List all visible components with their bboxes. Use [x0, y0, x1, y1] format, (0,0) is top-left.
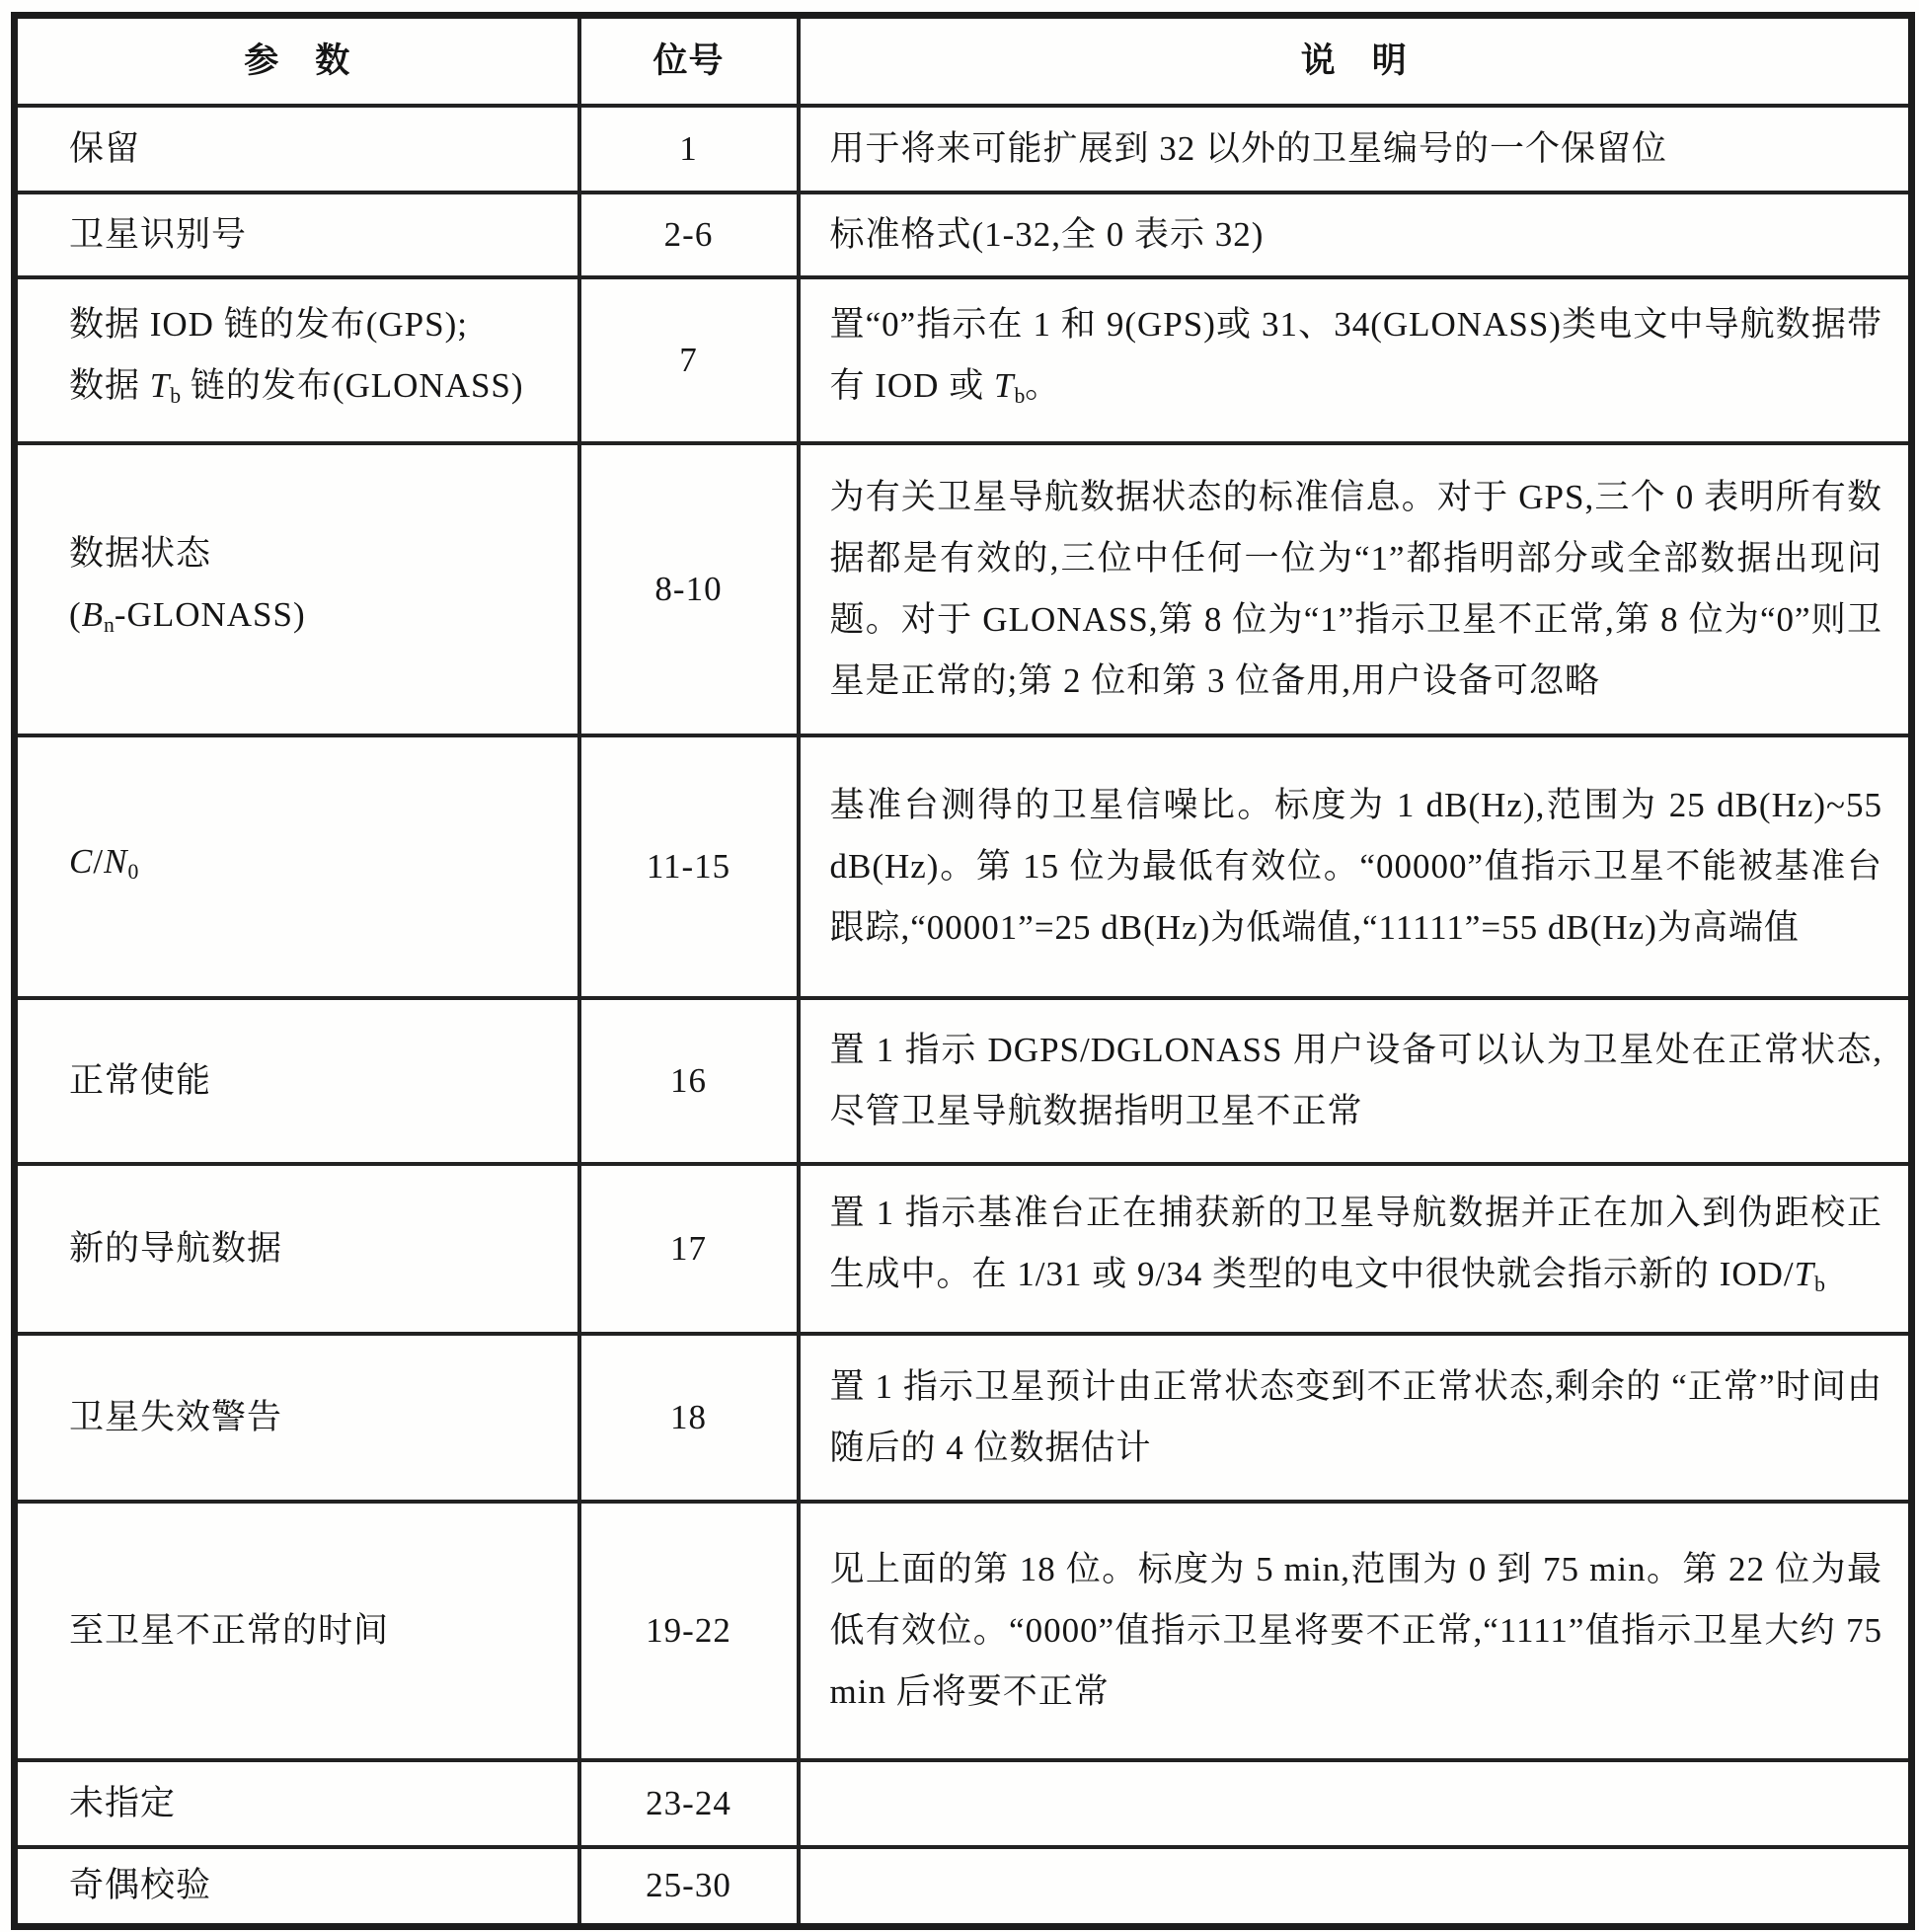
- table-row: [15, 1760, 1912, 1847]
- header-row: [15, 16, 1912, 107]
- cell-bit: 11-15: [579, 735, 799, 998]
- table-row: [15, 1847, 1912, 1926]
- cell-param: 奇偶校验: [15, 1847, 579, 1926]
- header-desc: 说 明: [799, 16, 1912, 107]
- cell-param: 新的导航数据: [15, 1164, 579, 1334]
- cell-desc: [799, 1847, 1912, 1926]
- cell-desc: 置 1 指示基准台正在捕获新的卫星导航数据并正在加入到伪距校正生成中。在 1/31 或 9/34 类型的电文中很快就会指示新的 IOD/Tb: [799, 1164, 1912, 1334]
- table-row: [15, 443, 1912, 735]
- cell-bit: 23-24: [579, 1760, 799, 1847]
- cell-bit: 16: [579, 998, 799, 1164]
- cell-param: 数据 IOD 链的发布(GPS); 数据 Tb 链的发布(GLONASS): [15, 277, 579, 443]
- cell-param: 至卫星不正常的时间: [15, 1502, 579, 1760]
- table-row: [15, 735, 1912, 998]
- table-row: [15, 193, 1912, 277]
- header-param: 参 数: [15, 16, 579, 107]
- cell-desc: 置 1 指示卫星预计由正常状态变到不正常状态,剩余的 “正常”时间由随后的 4 位数据估计: [799, 1334, 1912, 1502]
- table-row: [15, 1334, 1912, 1502]
- cell-param: 保留: [15, 106, 579, 193]
- header-bit: 位号: [579, 16, 799, 107]
- table-row: [15, 998, 1912, 1164]
- cell-desc: 置“0”指示在 1 和 9(GPS)或 31、34(GLONASS)类电文中导航数据带有 IOD 或 Tb。: [799, 277, 1912, 443]
- cell-desc: 置 1 指示 DGPS/DGLONASS 用户设备可以认为卫星处在正常状态,尽管卫星导航数据指明卫星不正常: [799, 998, 1912, 1164]
- parameter-spec-table: [11, 12, 1915, 1930]
- cell-bit: 18: [579, 1334, 799, 1502]
- table-row: [15, 277, 1912, 443]
- cell-bit: 25-30: [579, 1847, 799, 1926]
- cell-bit: 7: [579, 277, 799, 443]
- cell-param: 未指定: [15, 1760, 579, 1847]
- cell-bit: 17: [579, 1164, 799, 1334]
- cell-desc: [799, 1760, 1912, 1847]
- cell-param: 卫星失效警告: [15, 1334, 579, 1502]
- table-header: [15, 16, 1912, 107]
- cell-param: 卫星识别号: [15, 193, 579, 277]
- cell-desc: 见上面的第 18 位。标度为 5 min,范围为 0 到 75 min。第 22 位为最低有效位。“0000”值指示卫星将要不正常,“1111”值指示卫星大约 75 min 后将要不正常: [799, 1502, 1912, 1760]
- cell-param: 数据状态 (Bn-GLONASS): [15, 443, 579, 735]
- cell-param: 正常使能: [15, 998, 579, 1164]
- cell-bit: 8-10: [579, 443, 799, 735]
- cell-param: C/N0: [15, 735, 579, 998]
- cell-bit: 2-6: [579, 193, 799, 277]
- cell-desc: 标准格式(1-32,全 0 表示 32): [799, 193, 1912, 277]
- cell-desc: 基准台测得的卫星信噪比。标度为 1 dB(Hz),范围为 25 dB(Hz)~55 dB(Hz)。第 15 位为最低有效位。“00000”值指示卫星不能被基准台跟踪,“00001”=25 dB(Hz)为低端值,“11111”=55 dB(Hz)为高端值: [799, 735, 1912, 998]
- cell-desc: 用于将来可能扩展到 32 以外的卫星编号的一个保留位: [799, 106, 1912, 193]
- cell-desc: 为有关卫星导航数据状态的标准信息。对于 GPS,三个 0 表明所有数据都是有效的,三位中任何一位为“1”都指明部分或全部数据出现问题。对于 GLONASS,第 8 位为“1”指示卫星不正常,第 8 位为“0”则卫星是正常的;第 2 位和第 3 位备用,用户设备可忽略: [799, 443, 1912, 735]
- table-body: [15, 106, 1912, 1926]
- cell-bit: 19-22: [579, 1502, 799, 1760]
- table-row: [15, 1502, 1912, 1760]
- cell-bit: 1: [579, 106, 799, 193]
- table-row: [15, 1164, 1912, 1334]
- table-row: [15, 106, 1912, 193]
